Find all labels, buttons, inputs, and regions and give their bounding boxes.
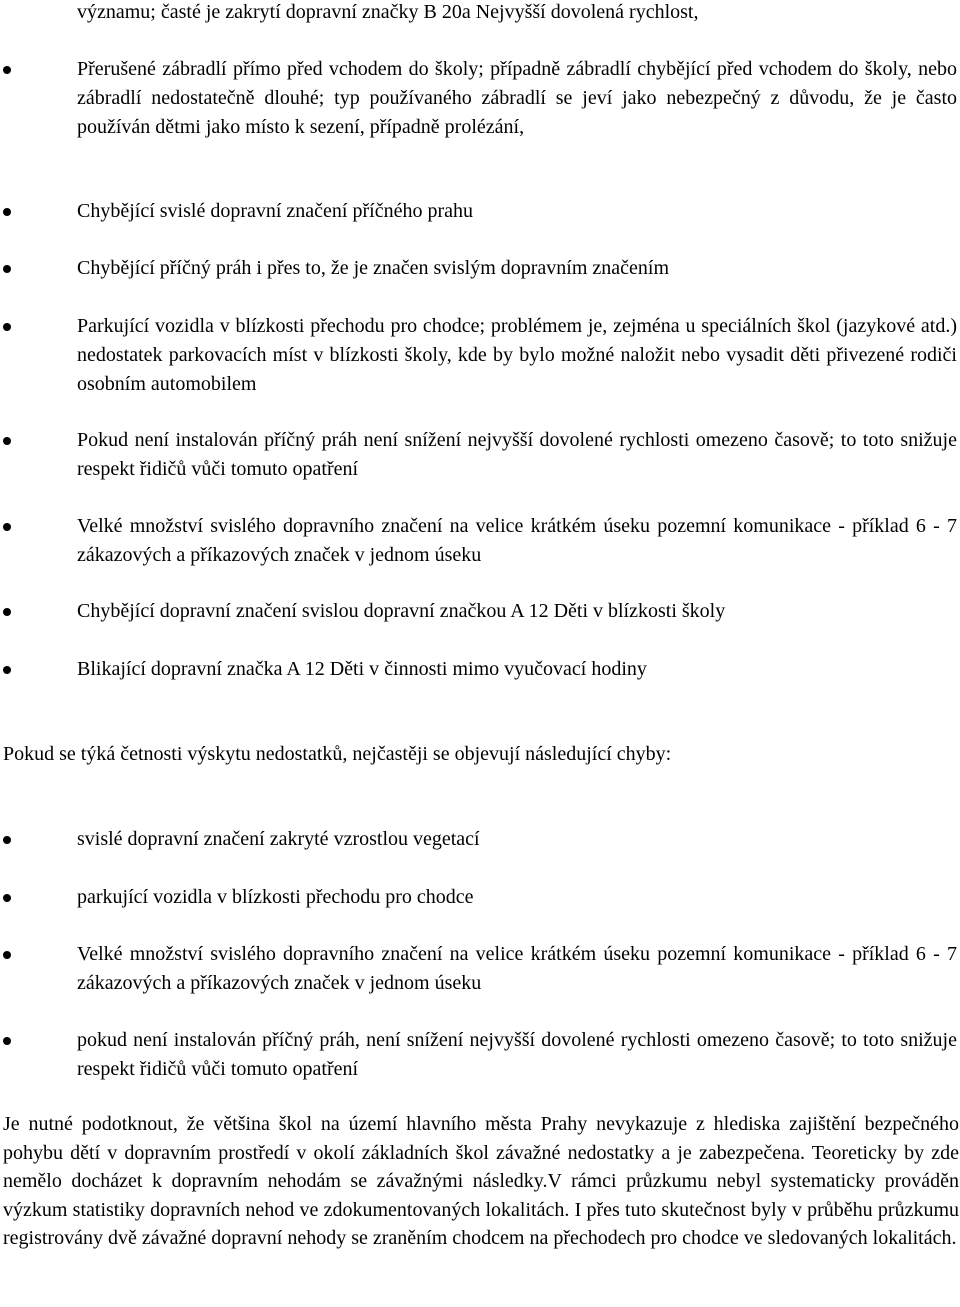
list-item [0,55,960,142]
bullet-icon [3,951,11,959]
list-item-text: Velké množství svislého dopravního značení na velice krátkém úseku pozemní komunikace - příklad 6 - 7 zákazových a příkazových značek v jednom úseku [77,515,957,566]
intro-continuation-text: významu; časté je zakrytí dopravní značky B 20a Nejvyšší dovolená rychlost, [77,1,699,23]
list-item-text: Chybějící dopravní značení svislou dopravní značkou A 12 Děti v blízkosti školy [77,600,726,622]
list-item [0,655,960,684]
bullet-icon [3,523,11,531]
list-item [0,197,960,226]
list-item [0,426,960,484]
bullet-icon [3,66,11,74]
list-item [0,254,960,283]
bullet-icon [3,608,11,616]
list-item-text: pokud není instalován příčný práh, není snížení nejvyšší dovolené rychlosti omezeno časově; to toto snižuje respekt řidičů vůči tomuto opatření [77,1029,957,1080]
list-item [0,1026,960,1084]
list-item [0,825,960,854]
bullet-icon [3,265,11,273]
list-item-text: Přerušené zábradlí přímo před vchodem do školy; případně zábradlí chybějící před vchodem do školy, nebo zábradlí nedostatečně dlouhé; typ používaného zábradlí se jeví jako nebezpečný z důvodu, že je často používán dětmi jako místo k sezení, případně prolézání, [77,58,957,138]
list-item-text: svislé dopravní značení zakryté vzrostlou vegetací [77,828,480,850]
conclusion-paragraph: Je nutné podotknout, že většina škol na území hlavního města Prahy nevykazuje z hlediska zajištění bezpečného pohybu dětí v dopravním prostředí v okolí základních škol závažné nedostatky a je zabezpečena. Teoreticky by zde nemělo docházet k dopravním nehodám se závažnými následky.V rámci průzkumu nebyl systematicky prováděn výzkum statistiky dopravních nehod ve zdokumentovaných lokalitách. I přes tuto skutečnost byly v průběhu průzkumu registrovány dvě závažné dopravní nehody se zraněním chodcem na přechodech pro chodce ve sledovaných lokalitách. [3,1113,959,1249]
list-item-text: Pokud není instalován příčný práh není snížení nejvyšší dovolené rychlosti omezeno časově; to toto snižuje respekt řidičů vůči tomuto opatření [77,429,957,480]
list-item-text: Chybějící příčný práh i přes to, že je značen svislým dopravním značením [77,257,670,279]
list-item [0,940,960,998]
list-item [0,312,960,399]
bullet-icon [3,666,11,674]
list-item-text: Parkující vozidla v blízkosti přechodu pro chodce; problémem je, zejména u speciálních škol (jazykové atd.) nedostatek parkovacích míst v blízkosti školy, kde by bylo možné naložit nebo vysadit děti přivezené rodiči osobním automobilem [77,315,957,395]
bullet-icon [3,323,11,331]
list-item-text: Velké množství svislého dopravního značení na velice krátkém úseku pozemní komunikace - příklad 6 - 7 zákazových a příkazových značek v jednom úseku [77,943,957,994]
list-item [0,597,960,626]
list-item-text: Blikající dopravní značka A 12 Děti v činnosti mimo vyučovací hodiny [77,658,647,680]
frequency-intro-paragraph: Pokud se týká četnosti výskytu nedostatků, nejčastěji se objevují následující chyby: [3,743,672,765]
list-item [0,883,960,912]
list-item [0,512,960,570]
bullet-icon [3,894,11,902]
bullet-icon [3,437,11,445]
bullet-icon [3,1037,11,1045]
bullet-icon [3,836,11,844]
list-item-text: Chybějící svislé dopravní značení příčného prahu [77,200,473,222]
list-item-text: parkující vozidla v blízkosti přechodu pro chodce [77,886,474,908]
bullet-icon [3,208,11,216]
